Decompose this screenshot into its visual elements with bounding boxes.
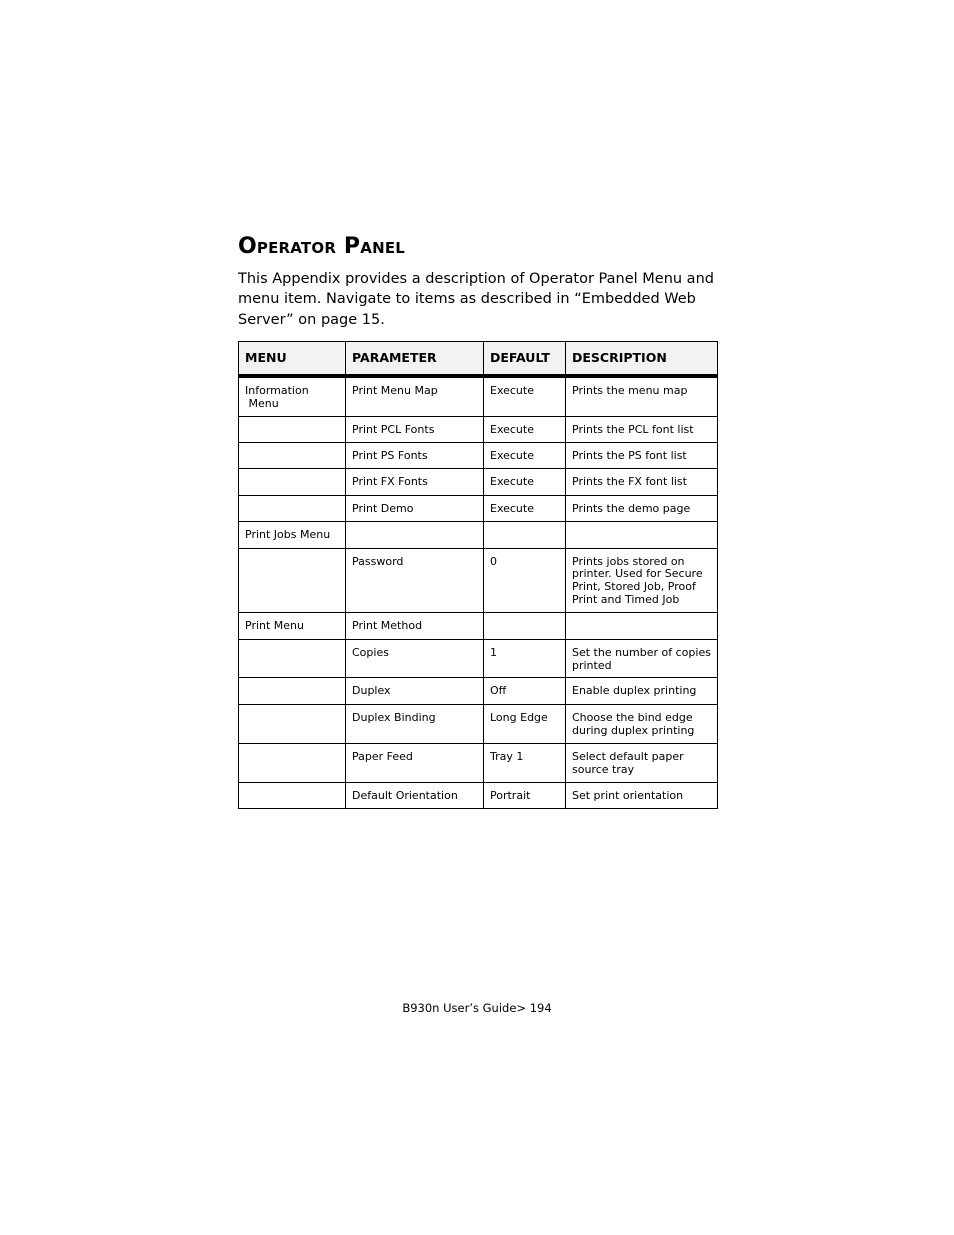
cell-default: Off (484, 678, 566, 705)
table-row (239, 548, 718, 612)
table-row (239, 639, 718, 678)
table-row (239, 442, 718, 468)
cell-menu (239, 783, 346, 809)
cell-description: Set print orientation (566, 783, 718, 809)
cell-menu (239, 678, 346, 705)
cell-parameter: Print PS Fonts (346, 442, 484, 468)
page-footer: B930n User’s Guide> 194 (402, 1001, 552, 1015)
cell-default: Execute (484, 442, 566, 468)
header-description: DESCRIPTION (566, 342, 718, 377)
cell-description (566, 612, 718, 639)
cell-description: Prints the FX font list (566, 468, 718, 495)
table-row (239, 783, 718, 809)
header-parameter: PARAMETER (346, 342, 484, 377)
table-body (239, 376, 718, 809)
cell-parameter: Duplex (346, 678, 484, 705)
cell-parameter: Copies (346, 639, 484, 678)
cell-default: Execute (484, 495, 566, 521)
cell-parameter: Paper Feed (346, 744, 484, 783)
table-row (239, 376, 718, 416)
table-row (239, 521, 718, 548)
cell-default: Execute (484, 416, 566, 442)
cell-description: Prints the PCL font list (566, 416, 718, 442)
cell-parameter: Print Method (346, 612, 484, 639)
operator-panel-table (238, 341, 718, 809)
cell-default (484, 612, 566, 639)
cell-default: Tray 1 (484, 744, 566, 783)
cell-description: Choose the bind edge during duplex printing (566, 705, 718, 744)
cell-description (566, 521, 718, 548)
cell-menu (239, 639, 346, 678)
cell-default: 0 (484, 548, 566, 612)
header-menu: MENU (239, 342, 346, 377)
table-row (239, 416, 718, 442)
cell-default: Execute (484, 468, 566, 495)
cell-description: Prints the menu map (566, 376, 718, 416)
cell-menu (239, 744, 346, 783)
table-row (239, 744, 718, 783)
table-row (239, 468, 718, 495)
cell-menu: Information Menu (239, 376, 346, 416)
cell-description: Enable duplex printing (566, 678, 718, 705)
cell-default: 1 (484, 639, 566, 678)
cell-description: Select default paper source tray (566, 744, 718, 783)
intro-line-2: menu item. Navigate to items as described in “Embedded Web (238, 290, 696, 307)
cell-menu (239, 548, 346, 612)
table-row (239, 495, 718, 521)
cell-menu (239, 442, 346, 468)
cell-parameter: Print PCL Fonts (346, 416, 484, 442)
cell-description: Prints the demo page (566, 495, 718, 521)
intro-line-1: This Appendix provides a description of Operator Panel Menu and (238, 271, 714, 287)
cell-parameter: Duplex Binding (346, 705, 484, 744)
cell-default: Execute (484, 376, 566, 416)
cell-parameter: Default Orientation (346, 783, 484, 809)
cell-parameter (346, 521, 484, 548)
cell-parameter: Print Demo (346, 495, 484, 521)
table-row (239, 705, 718, 744)
cell-description: Set the number of copies printed (566, 639, 718, 678)
cell-menu (239, 495, 346, 521)
cell-default (484, 521, 566, 548)
table-header-row (239, 342, 718, 377)
cell-parameter: Print FX Fonts (346, 468, 484, 495)
table-row (239, 678, 718, 705)
intro-line-3: Server” on page 15. (238, 312, 385, 328)
page-title: Operator Panel (238, 234, 406, 259)
cell-menu: Print Menu (239, 612, 346, 639)
cell-description: Prints the PS font list (566, 442, 718, 468)
cell-default: Portrait (484, 783, 566, 809)
intro-paragraph (238, 270, 718, 331)
table-row (239, 612, 718, 639)
cell-parameter: Password (346, 548, 484, 612)
cell-menu (239, 468, 346, 495)
cell-menu (239, 416, 346, 442)
cell-menu: Print Jobs Menu (239, 521, 346, 548)
cell-default: Long Edge (484, 705, 566, 744)
cell-parameter: Print Menu Map (346, 376, 484, 416)
header-default: DEFAULT (484, 342, 566, 377)
cell-menu (239, 705, 346, 744)
cell-description: Prints jobs stored on printer. Used for Secure Print, Stored Job, Proof Print and Timed Job (566, 548, 718, 612)
